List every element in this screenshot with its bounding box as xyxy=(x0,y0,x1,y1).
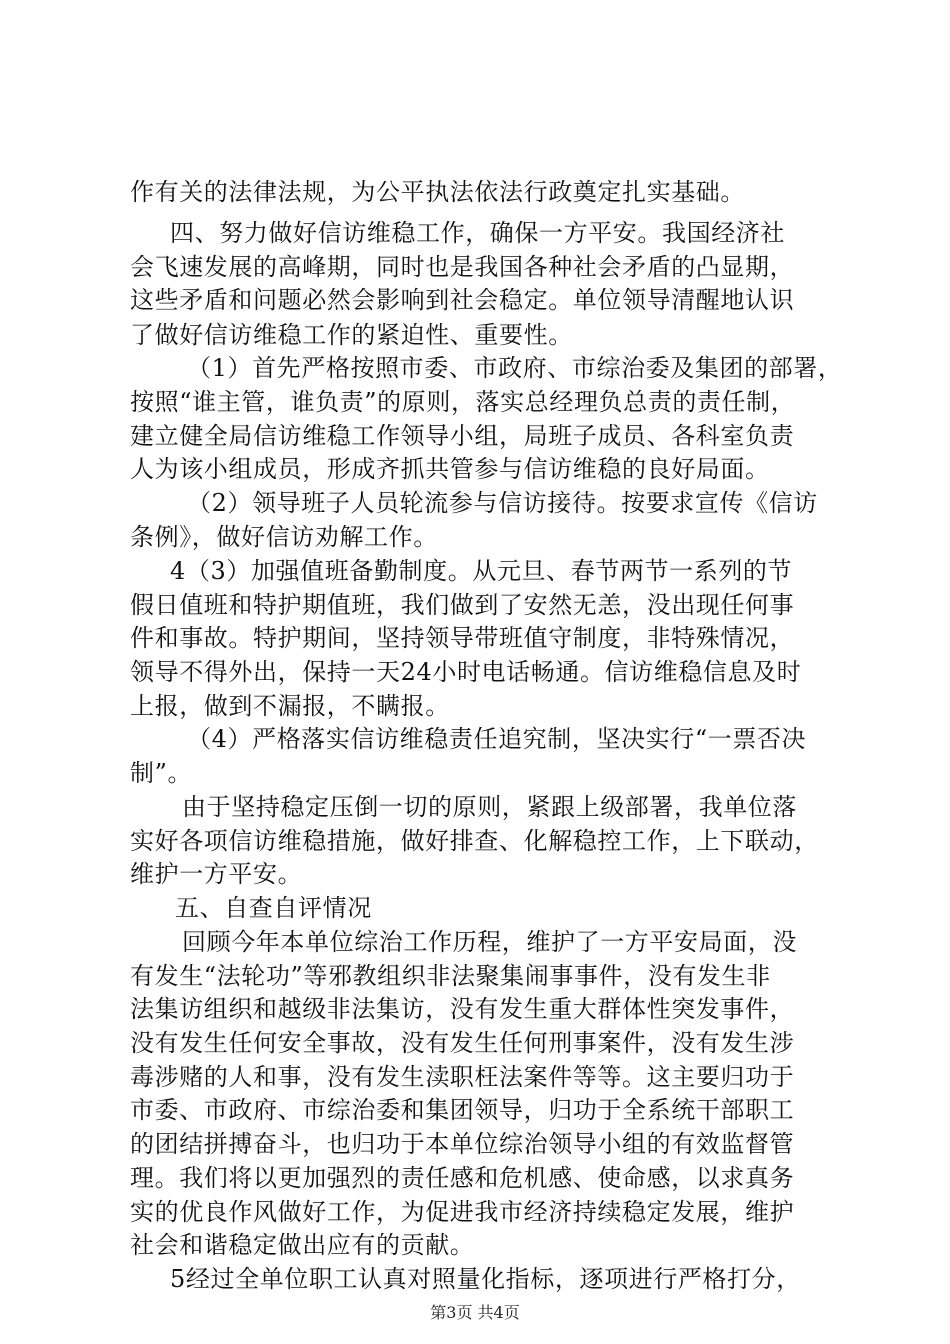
text-line: 4（3）加强值班备勤制度。从元旦、春节两节一系列的节 xyxy=(170,557,793,585)
text-line: 实好各项信访维稳措施，做好排查、化解稳控工作，上下联动， xyxy=(130,827,819,855)
page-footer: 第3页 共4页 xyxy=(430,1303,520,1322)
text-line: 这些矛盾和问题必然会影响到社会稳定。单位领导清醒地认识 xyxy=(130,286,795,314)
text-line: 市委、市政府、市综治委和集团领导，归功于全系统干部职工 xyxy=(130,1096,795,1124)
text-line: 建立健全局信访维稳工作领导小组，局班子成员、各科室负责 xyxy=(130,422,795,450)
text-line: 作有关的法律法规，为公平执法依法行政奠定扎实基础。 xyxy=(130,178,745,206)
text-line: 社会和谐稳定做出应有的贡献。 xyxy=(130,1231,475,1259)
text-line: 上报，做到不漏报，不瞒报。 xyxy=(130,692,450,720)
text-line: 四、努力做好信访维稳工作，确保一方平安。我国经济社 xyxy=(170,219,785,247)
text-line: 了做好信访维稳工作的紧迫性、重要性。 xyxy=(130,321,573,349)
text-line: （1）首先严格按照市委、市政府、市综治委及集团的部署， xyxy=(187,354,843,382)
text-line: 假日值班和特护期值班，我们做到了安然无恙，没出现任何事 xyxy=(130,591,795,619)
text-line: 领导不得外出，保持一天24小时电话畅通。信访维稳信息及时 xyxy=(130,658,802,686)
text-line: 回顾今年本单位综治工作历程，维护了一方平安局面，没 xyxy=(182,928,797,956)
text-line: 毒涉赌的人和事，没有发生渎职枉法案件等等。这主要归功于 xyxy=(130,1063,795,1091)
text-line: （2）领导班子人员轮流参与信访接待。按要求宣传《信访 xyxy=(187,489,818,517)
text-line: 会飞速发展的高峰期，同时也是我国各种社会矛盾的凸显期， xyxy=(130,253,795,281)
text-line: 人为该小组成员，形成齐抓共管参与信访维稳的良好局面。 xyxy=(130,455,770,483)
text-line: 有发生“法轮功”等邪教组织非法聚集闹事事件，没有发生非 xyxy=(130,962,771,990)
text-line: 制”。 xyxy=(130,759,193,787)
text-line: 五、自查自评情况 xyxy=(175,894,372,922)
text-line: 条例》，做好信访劝解工作。 xyxy=(130,523,438,551)
text-line: 法集访组织和越级非法集访，没有发生重大群体性突发事件， xyxy=(130,995,795,1023)
text-line: 维护一方平安。 xyxy=(130,860,303,888)
text-line: 5经过全单位职工认真对照量化指标，逐项进行严格打分， xyxy=(170,1265,801,1293)
text-line: 按照“谁主管，谁负责”的原则，落实总经理负总责的责任制， xyxy=(130,388,796,416)
text-line: 的团结拼搏奋斗，也归功于本单位综治领导小组的有效监督管 xyxy=(130,1130,795,1158)
text-line: （4）严格落实信访维稳责任追究制，坚决实行“一票否决 xyxy=(187,725,807,753)
text-line: 由于坚持稳定压倒一切的原则，紧跟上级部署，我单位落 xyxy=(182,793,797,821)
text-line: 件和事故。特护期间，坚持领导带班值守制度，非特殊情况， xyxy=(130,624,795,652)
text-line: 没有发生任何安全事故，没有发生任何刑事案件，没有发生涉 xyxy=(130,1029,795,1057)
text-line: 实的优良作风做好工作，为促进我市经济持续稳定发展，维护 xyxy=(130,1198,795,1226)
text-line: 理。我们将以更加强烈的责任感和危机感、使命感，以求真务 xyxy=(130,1164,795,1192)
